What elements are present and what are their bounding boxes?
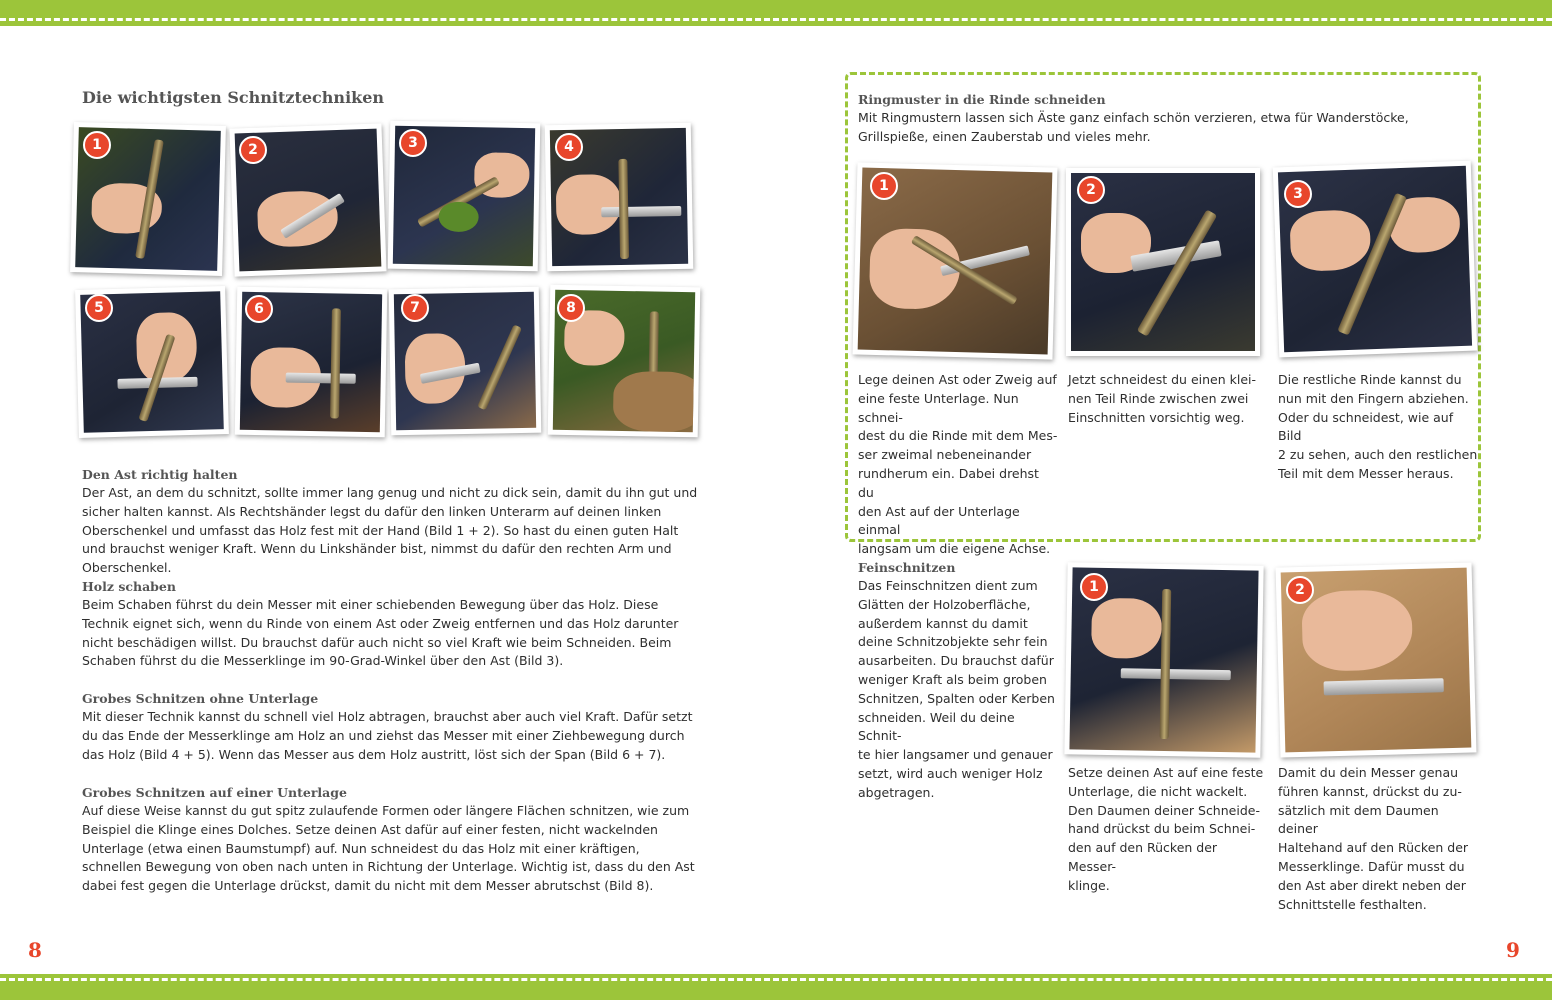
fine-badge-1: 1 (1080, 573, 1108, 601)
section-title: Den Ast richtig halten (82, 467, 238, 482)
section-rough-no-base (82, 689, 702, 764)
photo-badge-3: 3 (399, 129, 427, 157)
ring-title: Ringmuster in die Rinde schneiden (858, 92, 1106, 107)
photo-badge-4: 4 (555, 133, 583, 161)
section-text: Mit dieser Technik kannst du schnell viel Holz abtragen, brauchst aber auch viel Kraft. Dafür setzt du das Ende der Messerklinge am Holz an und ziehst das Messer mit einer Ziehbewegung durch das Holz (Bild 4 + 5). Wenn das Messer aus dem Holz austritt, löst sich der Span (Bild 6 + 7). (82, 709, 693, 762)
section-title: Holz schaben (82, 579, 176, 594)
ring-badge-1: 1 (870, 172, 898, 200)
section-scraping (82, 577, 702, 671)
ring-badge-3: 3 (1284, 180, 1312, 208)
ring-intro: Mit Ringmustern lassen sich Äste ganz einfach schön verzieren, etwa für Wanderstöcke, Grillspieße, einen Zauberstab und vieles mehr. (858, 110, 1409, 144)
fine-section (858, 558, 1058, 803)
fine-badge-2: 2 (1286, 576, 1314, 604)
section-text: Auf diese Weise kannst du gut spitz zulaufende Formen oder längere Flächen schnitzen, wie zum Beispiel die Klinge eines Dolches. Setze deinen Ast dafür auf einer festen, nicht wackelnden Unterlage (etwa einen Baumstumpf) auf. Nun schneidest du das Holz mit einer kräftigen, schnellen Bewegung von oben nach unten in Richtung der Unterlage. Wichtig ist, dass du den Ast dabei fest gegen die Unterlage drückst, damit du nicht mit dem Messer abrutschst (Bild 8). (82, 803, 695, 894)
top-band (0, 0, 1552, 26)
ring-caption-2: Jetzt schneidest du einen klei- nen Teil Rinde zwischen zwei Einschnitten vorsichtig weg. (1068, 372, 1257, 425)
ring-header (858, 90, 1468, 147)
photo-badge-7: 7 (401, 294, 429, 322)
section-text: Der Ast, an dem du schnitzt, sollte immer lang genug und nicht zu dick sein, damit du ihn gut und sicher halten kannst. Als Rechtshänder legst du dafür den linken Unterarm auf deinen linken Oberschenkel und umfasst das Holz fest mit der Hand (Bild 1 + 2). So hast du einen guten Halt und brauchst weniger Kraft. Wenn du Linkshänder bist, nimmst du dafür den rechten Arm und Oberschenkel. (82, 485, 698, 576)
ring-badge-2: 2 (1077, 176, 1105, 204)
section-holding (82, 465, 702, 578)
ring-caption-3: Die restliche Rinde kannst du nun mit den Fingern abziehen. Oder du schneidest, wie auf Bild 2 zu sehen, auch den restlichen Teil mit dem Messer heraus. (1278, 372, 1478, 481)
fine-caption-2: Damit du dein Messer genau führen kannst, drückst du zu- sätzlich mit dem Daumen deiner Haltehand auf den Rücken der Messerklinge. Dafür musst du den Ast aber direkt neben der Schnittstelle festhalten. (1278, 765, 1469, 912)
photo-badge-8: 8 (557, 294, 585, 322)
section-rough-on-base (82, 783, 702, 896)
section-title: Grobes Schnitzen auf einer Unterlage (82, 785, 347, 800)
fine-caption-1: Setze deinen Ast auf eine feste Unterlage, die nicht wackelt. Den Daumen deiner Schneide- hand drückst du beim Schnei- den auf den Rücken der Messer- klinge. (1068, 765, 1264, 893)
photo-badge-6: 6 (245, 295, 273, 323)
fine-text: Das Feinschnitzen dient zum Glätten der Holzoberfläche, außerdem kannst du damit deine Schnitzobjekte sehr fein ausarbeiten. Du brauchst dafür weniger Kraft als beim groben Schnitzen, Spalten oder Kerben schneiden. Weil du deine Schnit- te hier langsamer und genauer setzt, wird auch weniger Holz abgetragen. (858, 578, 1055, 800)
section-text: Beim Schaben führst du dein Messer mit einer schiebenden Bewegung über das Holz. Diese Technik eignet sich, wenn du Rinde von einem Ast oder Zweig entfernen und das Holz darunter nicht beschädigen willst. Du brauchst dafür auch nicht so viel Kraft wie beim Schneiden. Beim Schaben führst du die Messerklinge im 90-Grad-Winkel über den Ast (Bild 3). (82, 597, 679, 669)
page-title: Die wichtigsten Schnitztechniken (82, 88, 385, 107)
photo-badge-5: 5 (85, 294, 113, 322)
bottom-band (0, 974, 1552, 1000)
page-number-right: 9 (1506, 938, 1520, 962)
photo-badge-1: 1 (83, 131, 111, 159)
page-number-left: 8 (28, 938, 42, 962)
ring-caption-1: Lege deinen Ast oder Zweig auf eine feste Unterlage. Nun schnei- dest du die Rinde mit dem Mes- ser zweimal nebeneinander rundherum ein. Dabei drehst du den Ast auf der Unterlage einmal langsam um die eigene Achse. (858, 372, 1058, 557)
photo-badge-2: 2 (239, 136, 267, 164)
section-title: Grobes Schnitzen ohne Unterlage (82, 691, 319, 706)
fine-title: Feinschnitzen (858, 560, 956, 575)
